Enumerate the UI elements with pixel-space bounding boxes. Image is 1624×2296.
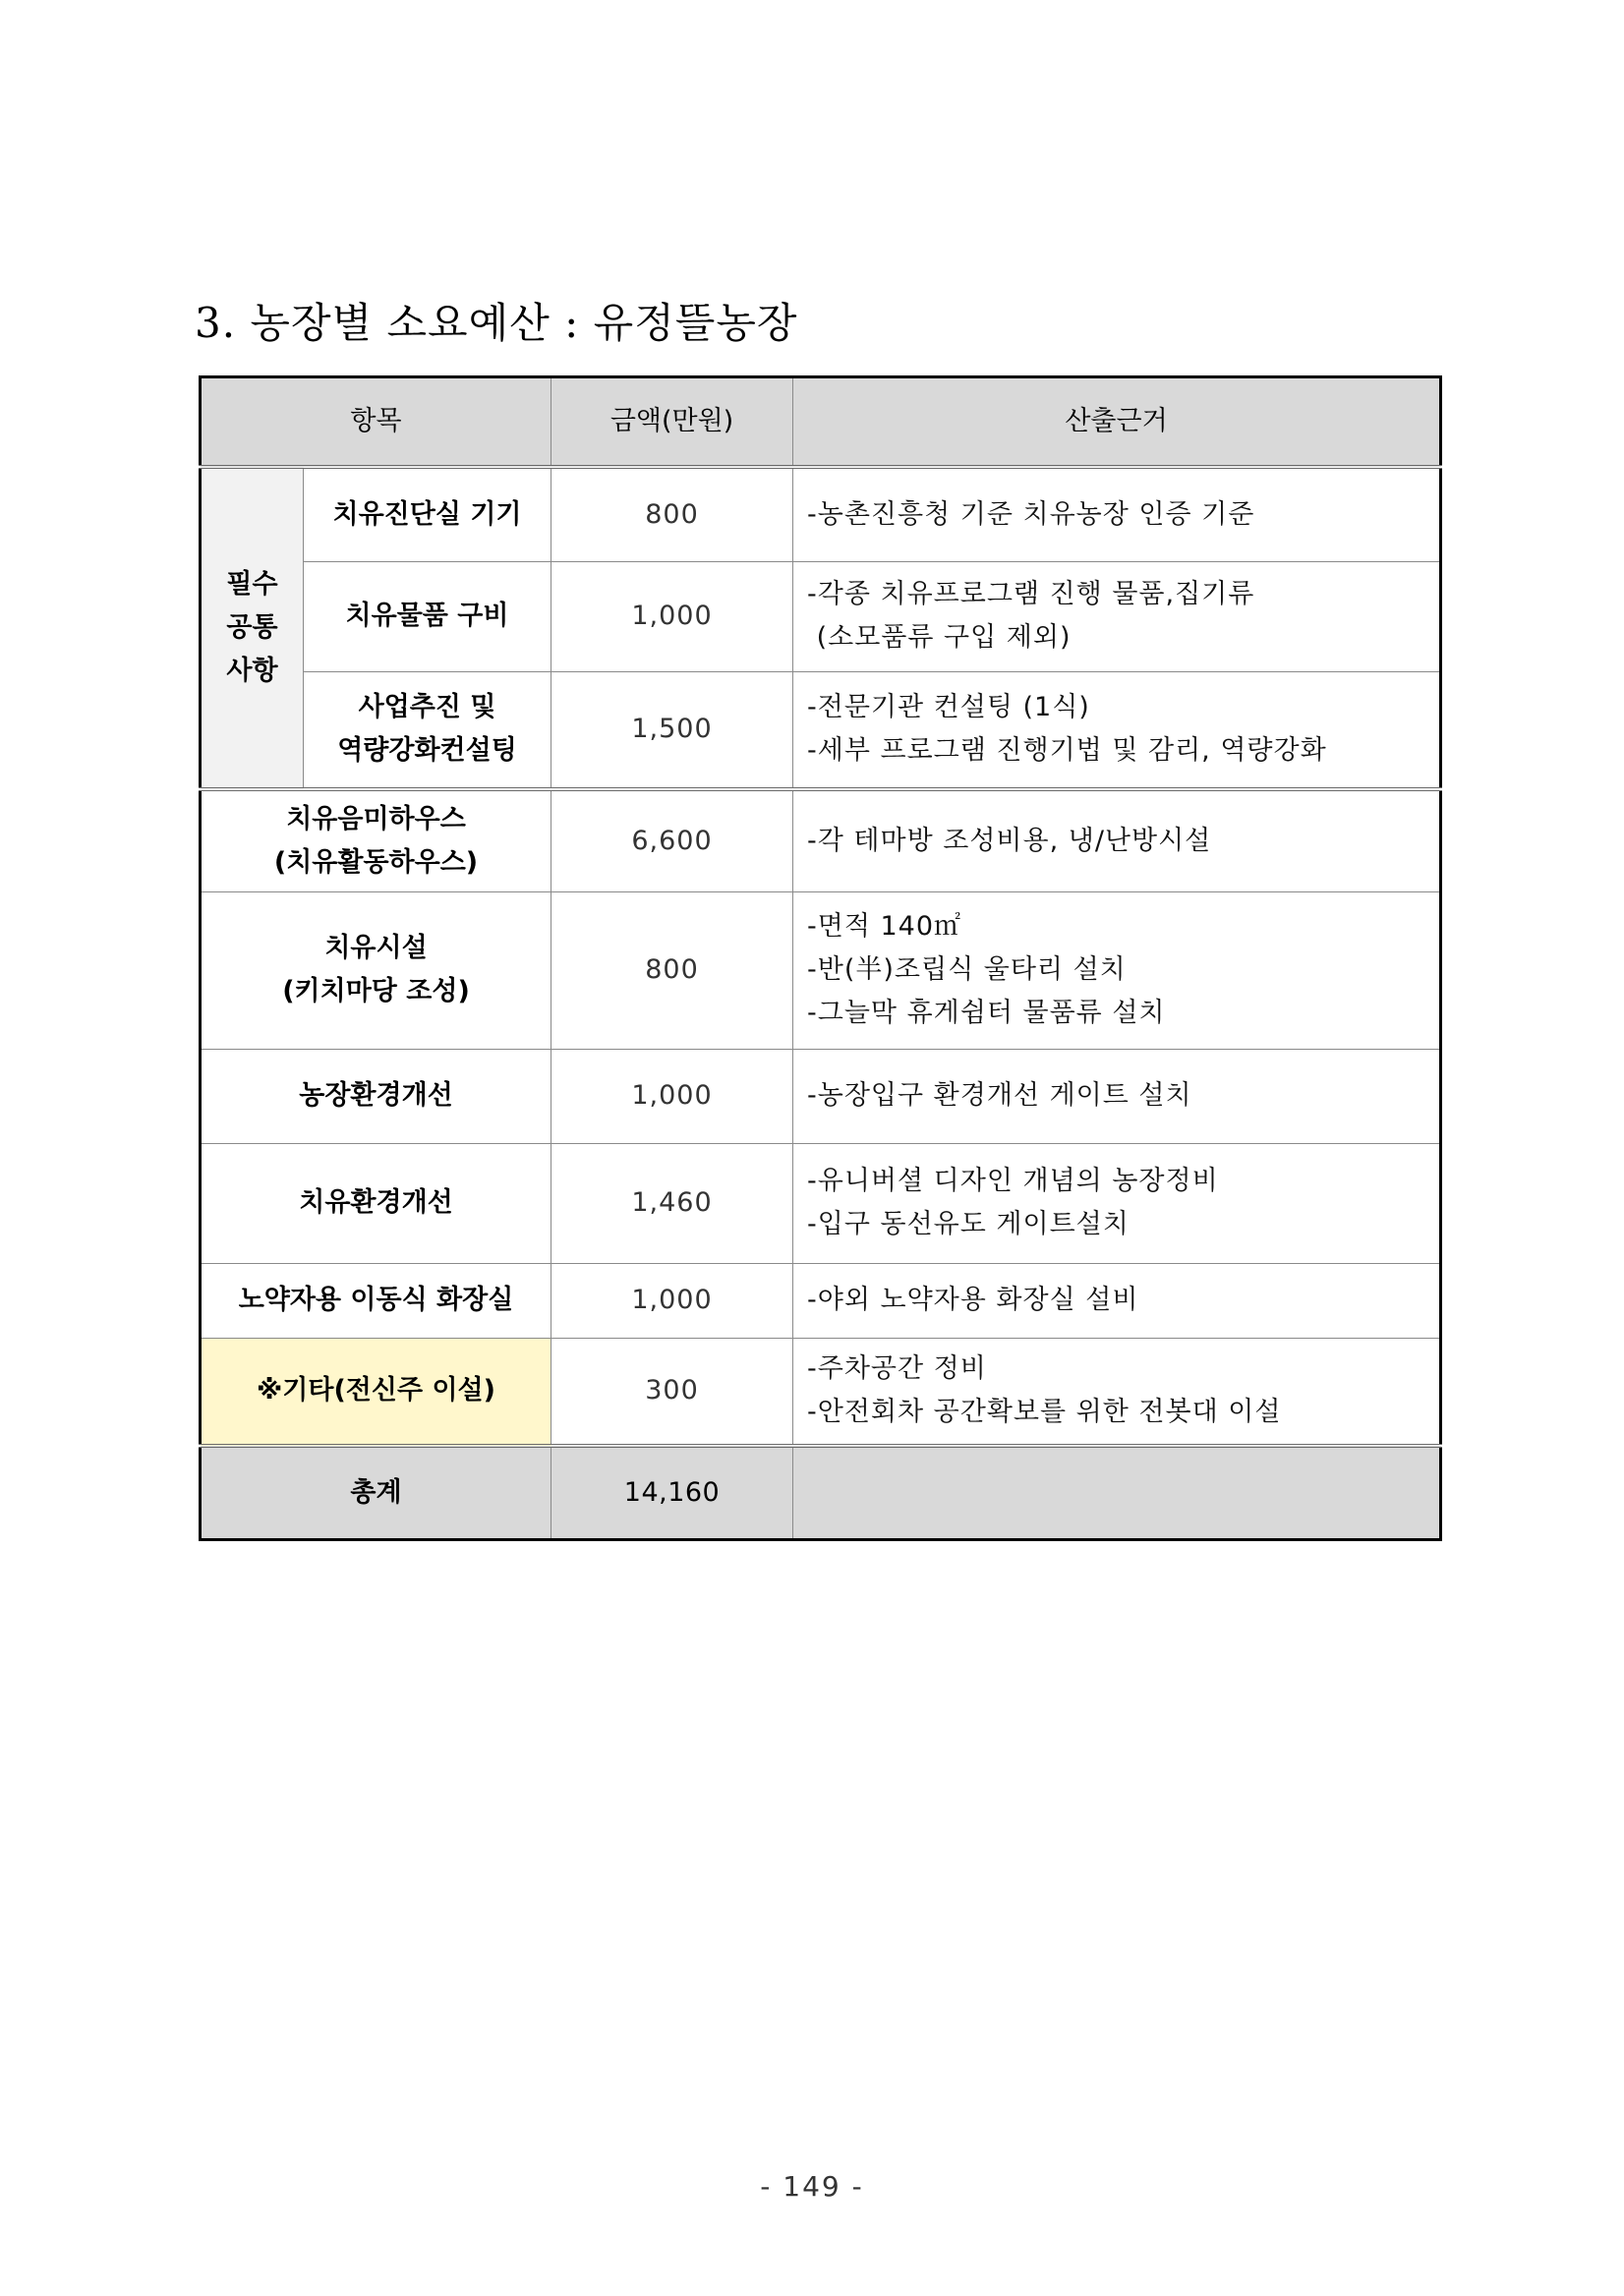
basis-line: -농장입구 환경개선 게이트 설치 — [807, 1080, 1192, 1111]
basis-cell — [793, 467, 1441, 561]
item-cell — [304, 561, 551, 671]
item-line: 역량강화컨설팅 — [337, 735, 517, 767]
basis-line: -면적 140㎡ — [807, 911, 962, 942]
basis-cell — [793, 561, 1441, 671]
table-header-row — [201, 377, 1441, 468]
basis-cell — [793, 1049, 1441, 1143]
amount-cell: 1,460 — [551, 1143, 793, 1263]
item-cell-highlighted — [201, 1338, 551, 1446]
budget-table — [199, 375, 1442, 1541]
basis-line: -주차공간 정비 — [807, 1353, 987, 1385]
header-basis: 산출근거 — [793, 377, 1441, 468]
group-label-line: 공통 — [226, 612, 278, 643]
item-cell — [304, 671, 551, 789]
item-line: 치유환경개선 — [299, 1187, 453, 1218]
table-row — [201, 789, 1441, 891]
basis-line: -그늘막 휴게쉼터 물품류 설치 — [807, 998, 1166, 1028]
total-amount: 14,160 — [551, 1446, 793, 1540]
item-cell — [304, 467, 551, 561]
table-row — [201, 1338, 1441, 1446]
item-line: 사업추진 및 — [358, 692, 496, 723]
section-heading: 3. 농장별 소요예산 : 유정뜰농장 — [195, 299, 798, 347]
amount-cell: 6,600 — [551, 789, 793, 891]
item-cell — [201, 891, 551, 1049]
basis-line: -안전회차 공간확보를 위한 전봇대 이설 — [807, 1397, 1282, 1428]
amount-cell: 800 — [551, 891, 793, 1049]
amount-cell: 300 — [551, 1338, 793, 1446]
basis-line: -세부 프로그램 진행기법 및 감리, 역량강화 — [807, 735, 1327, 767]
basis-cell — [793, 891, 1441, 1049]
basis-line: -각종 치유프로그램 진행 물품,집기류 — [807, 579, 1255, 609]
amount-cell: 1,500 — [551, 671, 793, 789]
total-basis — [793, 1446, 1441, 1540]
table-row — [201, 1049, 1441, 1143]
total-row — [201, 1446, 1441, 1540]
group-label-cell — [201, 467, 304, 789]
amount-cell: 1,000 — [551, 1049, 793, 1143]
basis-line: -야외 노약자용 화장실 설비 — [807, 1285, 1139, 1315]
basis-line: -입구 동선유도 게이트설치 — [807, 1209, 1130, 1239]
basis-cell — [793, 1338, 1441, 1446]
table-row — [201, 1263, 1441, 1338]
header-item: 항목 — [201, 377, 551, 468]
item-line: (키치마당 조성) — [282, 976, 470, 1006]
table-row — [201, 891, 1441, 1049]
basis-cell — [793, 789, 1441, 891]
basis-cell — [793, 1143, 1441, 1263]
group-label-line: 사항 — [226, 656, 278, 686]
item-line: ※기타(전신주 이설) — [257, 1375, 495, 1406]
basis-cell — [793, 671, 1441, 789]
basis-line: (소모품류 구입 제외) — [807, 622, 1072, 653]
table-row — [201, 1143, 1441, 1263]
item-cell — [201, 1049, 551, 1143]
item-cell — [201, 789, 551, 891]
item-line: 치유물품 구비 — [345, 601, 509, 631]
item-cell — [201, 1263, 551, 1338]
basis-line: -각 테마방 조성비용, 냉/난방시설 — [807, 825, 1212, 856]
header-amount: 금액(만원) — [551, 377, 793, 468]
basis-line: -농촌진흥청 기준 치유농장 인증 기준 — [807, 498, 1255, 530]
amount-cell: 800 — [551, 467, 793, 561]
item-line: 농장환경개선 — [299, 1080, 453, 1111]
basis-line: -반(半)조립식 울타리 설치 — [807, 954, 1127, 985]
item-line: 치유진단실 기기 — [332, 498, 522, 530]
basis-line: -전문기관 컨설팅 (1식) — [807, 692, 1090, 723]
page-number: - 149 - — [760, 2170, 864, 2203]
item-line: 치유음미하우스 — [286, 803, 466, 834]
table-row — [201, 467, 1441, 561]
item-line: 노약자용 이동식 화장실 — [238, 1285, 514, 1315]
basis-cell — [793, 1263, 1441, 1338]
amount-cell: 1,000 — [551, 1263, 793, 1338]
item-cell — [201, 1143, 551, 1263]
item-line: 치유시설 — [324, 933, 428, 963]
group-label-line: 필수 — [226, 569, 278, 600]
table-row — [201, 671, 1441, 789]
basis-line: -유니버셜 디자인 개념의 농장정비 — [807, 1166, 1219, 1196]
item-line: (치유활동하우스) — [273, 846, 479, 878]
total-label: 총계 — [201, 1446, 551, 1540]
amount-cell: 1,000 — [551, 561, 793, 671]
table-row — [201, 561, 1441, 671]
